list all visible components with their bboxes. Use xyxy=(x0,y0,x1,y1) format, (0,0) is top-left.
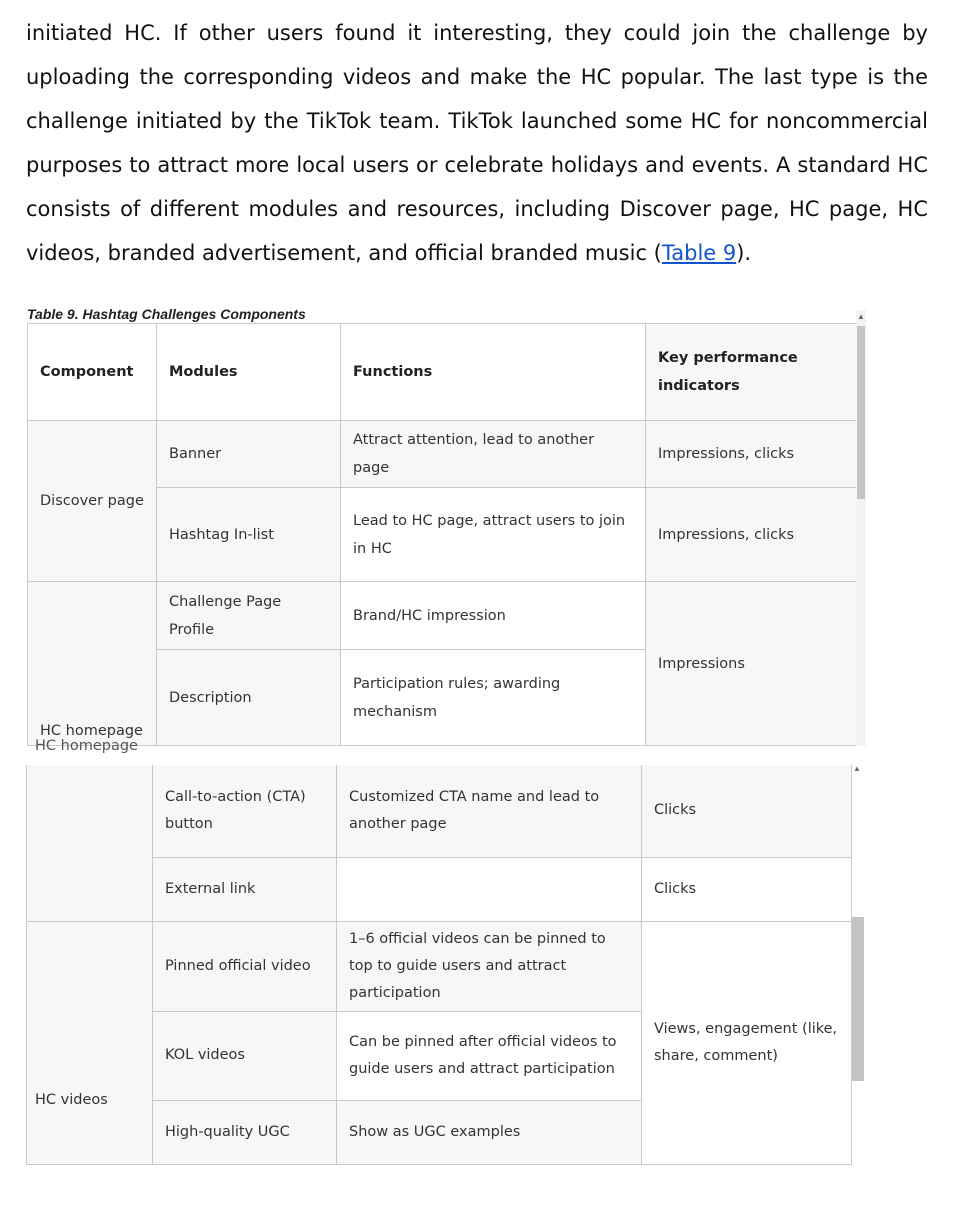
kpi-cell: Impressions, clicks xyxy=(646,421,857,488)
module-cell: Call-to-action (CTA) button xyxy=(153,765,337,857)
function-cell: Lead to HC page, attract users to join in HC xyxy=(341,488,646,582)
table-scrollbar-top[interactable] xyxy=(856,310,866,746)
header-component: Component xyxy=(28,324,157,421)
header-functions: Functions xyxy=(341,324,646,421)
component-hc-videos: HC videos xyxy=(27,921,153,1164)
function-cell: Customized CTA name and lead to another page xyxy=(337,765,642,857)
header-kpi: Key performance indicators xyxy=(646,324,857,421)
table-row xyxy=(27,765,852,857)
header-modules: Modules xyxy=(157,324,341,421)
body-paragraph xyxy=(26,11,928,275)
function-cell: Can be pinned after official videos to guide users and attract participation xyxy=(337,1011,642,1100)
paragraph-text-end: ). xyxy=(736,241,752,265)
module-cell: Challenge Page Profile xyxy=(157,582,341,650)
kpi-cell: Impressions xyxy=(646,582,857,746)
function-cell: 1–6 official videos can be pinned to top to guide users and attract participation xyxy=(337,921,642,1011)
seam-ghost-text: HC homepage xyxy=(35,738,138,754)
hashtag-components-table-bottom xyxy=(26,765,852,1165)
module-cell: High-quality UGC xyxy=(153,1100,337,1164)
function-cell: Attract attention, lead to another page xyxy=(341,421,646,488)
module-cell: Description xyxy=(157,650,341,746)
table-9-link[interactable]: Table 9 xyxy=(661,241,737,265)
function-cell: Brand/HC impression xyxy=(341,582,646,650)
module-cell: Banner xyxy=(157,421,341,488)
module-cell: Pinned official video xyxy=(153,921,337,1011)
component-hc-homepage-continued xyxy=(27,765,153,921)
function-cell: Show as UGC examples xyxy=(337,1100,642,1164)
table-row xyxy=(28,421,857,488)
scroll-up-arrow-icon[interactable]: ▲ xyxy=(857,312,865,321)
scroll-up-arrow-icon[interactable]: ▲ xyxy=(853,764,861,773)
table-seam xyxy=(26,738,866,765)
scrollbar-thumb[interactable] xyxy=(857,326,865,499)
table-row xyxy=(27,921,852,1011)
module-cell: KOL videos xyxy=(153,1011,337,1100)
kpi-cell: Clicks xyxy=(642,765,852,857)
scrollbar-thumb[interactable] xyxy=(852,917,864,1081)
table-row xyxy=(28,582,857,650)
module-cell: External link xyxy=(153,857,337,921)
table-caption: Table 9. Hashtag Challenges Components xyxy=(27,306,306,322)
table-header-row xyxy=(28,324,857,421)
component-hc-homepage: HC homepage xyxy=(28,582,157,746)
kpi-cell: Impressions, clicks xyxy=(646,488,857,582)
kpi-cell: Views, engagement (like, share, comment) xyxy=(642,921,852,1164)
component-discover-page: Discover page xyxy=(28,421,157,582)
table-scrollbar-bottom[interactable] xyxy=(852,764,862,1165)
kpi-cell: Clicks xyxy=(642,857,852,921)
module-cell: Hashtag In-list xyxy=(157,488,341,582)
function-cell xyxy=(337,857,642,921)
hashtag-components-table-top xyxy=(27,323,857,746)
paragraph-text: initiated HC. If other users found it interesting, they could join the challenge by uploading the corresponding videos and make the HC popular. The last type is the challenge initiated by the TikTok team. TikTok launched some HC for noncommercial purposes to attract more local users or celebrate holidays and events. A standard HC consists of different modules and resources, including Discover page, HC page, HC videos, branded advertisement, and official branded music ( xyxy=(26,21,928,265)
function-cell: Participation rules; awarding mechanism xyxy=(341,650,646,746)
